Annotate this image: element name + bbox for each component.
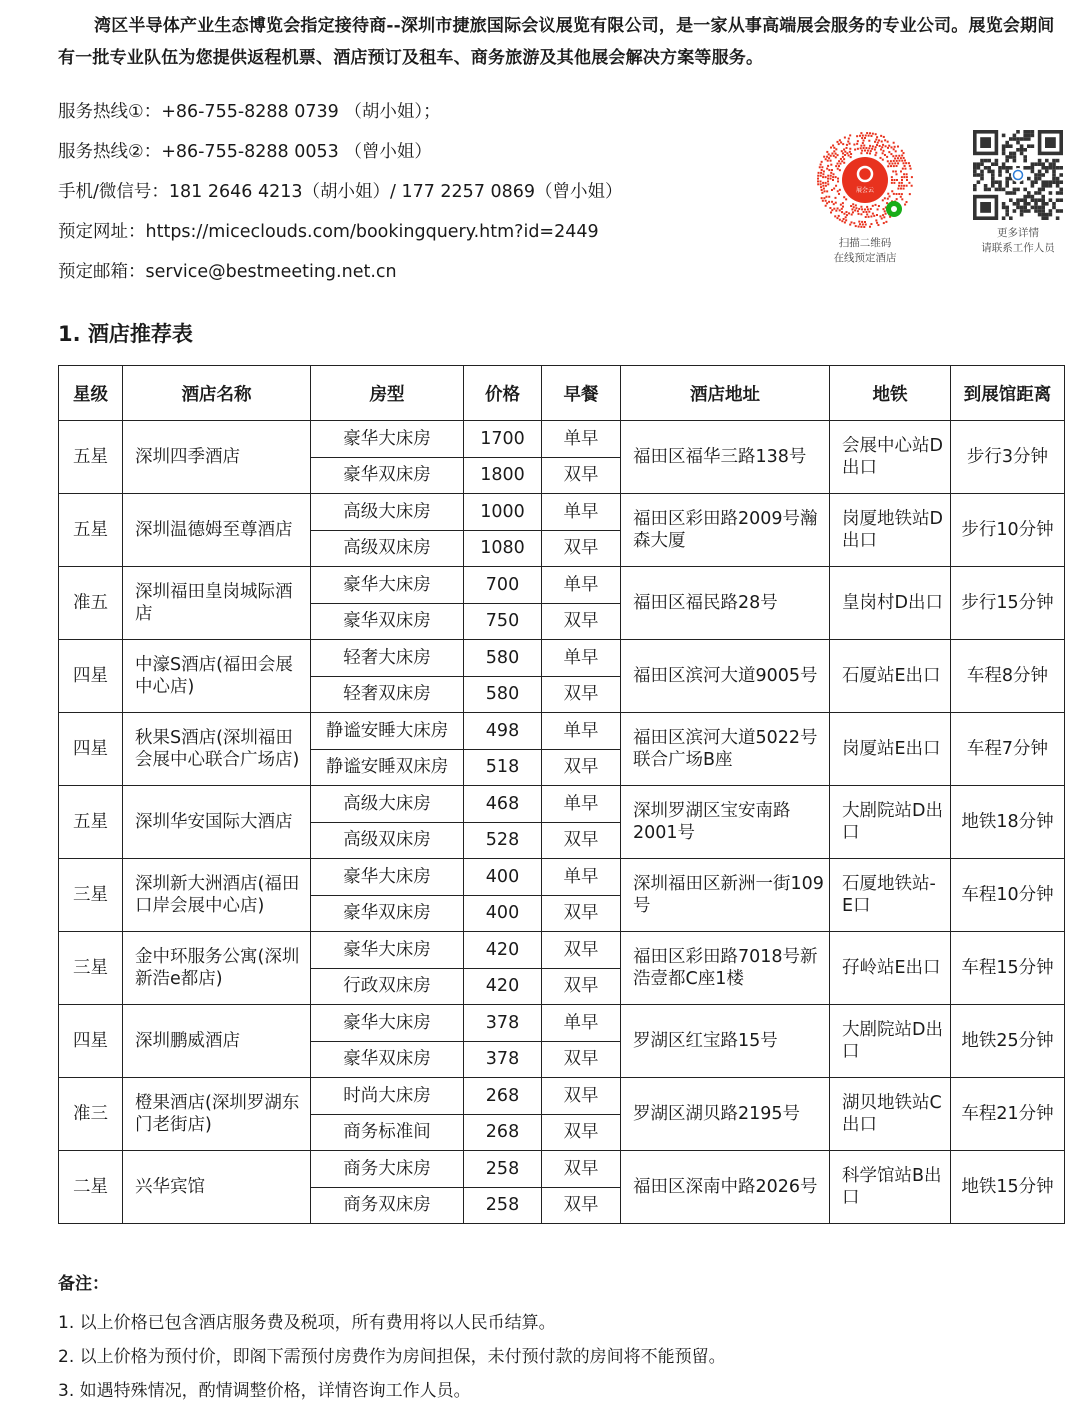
- breakfast-cell: 双早: [542, 1187, 621, 1224]
- hotel-name-cell: 深圳温德姆至尊酒店: [123, 494, 311, 567]
- distance-cell: 车程10分钟: [951, 859, 1065, 932]
- header-room-type: 房型: [311, 366, 464, 421]
- address-cell: 福田区滨河大道9005号: [621, 640, 830, 713]
- breakfast-cell: 双早: [542, 1151, 621, 1188]
- address-cell: 福田区福民路28号: [621, 567, 830, 640]
- price-cell: 400: [464, 895, 542, 932]
- address-cell: 福田区深南中路2026号: [621, 1151, 830, 1224]
- mobile-wechat: 手机/微信号：181 2646 4213（胡小姐）/ 177 2257 0869（曾小姐）: [58, 182, 623, 202]
- hotline-2: 服务热线②：+86-755-8288 0053 （曾小姐）: [58, 142, 432, 162]
- breakfast-cell: 双早: [542, 822, 621, 859]
- distance-cell: 步行15分钟: [951, 567, 1065, 640]
- distance-cell: 步行10分钟: [951, 494, 1065, 567]
- header-breakfast: 早餐: [542, 366, 621, 421]
- hotel-name-cell: 秋果S酒店(深圳福田会展中心联合广场店): [123, 713, 311, 786]
- qr-booking-caption: 扫描二维码 在线预定酒店: [833, 237, 897, 264]
- table-row: [59, 932, 1065, 969]
- breakfast-cell: 单早: [542, 859, 621, 896]
- price-cell: 258: [464, 1187, 542, 1224]
- qr-logo-text: 展会云: [855, 187, 875, 194]
- breakfast-cell: 双早: [542, 749, 621, 786]
- hotline-1: 服务热线①：+86-755-8288 0739 （胡小姐）；: [58, 102, 441, 122]
- room-type-cell: 商务标准间: [311, 1114, 464, 1151]
- distance-cell: 车程7分钟: [951, 713, 1065, 786]
- price-cell: 498: [464, 713, 542, 750]
- hotel-name-cell: 中濠S酒店(福田会展中心店): [123, 640, 311, 713]
- hotel-name-cell: 深圳新大洲酒店(福田口岸会展中心店): [123, 859, 311, 932]
- distance-cell: 车程21分钟: [951, 1078, 1065, 1151]
- address-cell: 罗湖区红宝路15号: [621, 1005, 830, 1078]
- breakfast-cell: 双早: [542, 1041, 621, 1078]
- distance-cell: 地铁25分钟: [951, 1005, 1065, 1078]
- address-cell: 深圳福田区新洲一街109号: [621, 859, 830, 932]
- star-cell: 准五: [59, 567, 123, 640]
- room-type-cell: 高级大床房: [311, 494, 464, 531]
- hotel-table: [58, 365, 1065, 1224]
- table-row: [59, 567, 1065, 604]
- room-type-cell: 行政双床房: [311, 968, 464, 1005]
- price-cell: 518: [464, 749, 542, 786]
- qr-contact-caption: 更多详情 请联系工作人员: [981, 227, 1055, 254]
- metro-cell: 孖岭站E出口: [830, 932, 951, 1005]
- room-type-cell: 豪华双床房: [311, 603, 464, 640]
- breakfast-cell: 双早: [542, 603, 621, 640]
- note-item: 1. 以上价格已包含酒店服务费及税项，所有费用将以人民币结算。: [58, 1313, 556, 1333]
- price-cell: 400: [464, 859, 542, 896]
- hotel-name-cell: 深圳鹏威酒店: [123, 1005, 311, 1078]
- breakfast-cell: 双早: [542, 932, 621, 969]
- hotel-name-cell: 金中环服务公寓(深圳新浩e都店): [123, 932, 311, 1005]
- star-cell: 四星: [59, 640, 123, 713]
- star-cell: 三星: [59, 859, 123, 932]
- room-type-cell: 豪华双床房: [311, 895, 464, 932]
- wechat-miniprogram-qr-icon: [815, 130, 915, 230]
- metro-cell: 皇岗村D出口: [830, 567, 951, 640]
- table-row: [59, 1078, 1065, 1115]
- table-row: [59, 494, 1065, 531]
- table-row: [59, 421, 1065, 458]
- table-header-row: [59, 366, 1065, 421]
- room-type-cell: 豪华大床房: [311, 567, 464, 604]
- metro-cell: 湖贝地铁站C出口: [830, 1078, 951, 1151]
- breakfast-cell: 双早: [542, 457, 621, 494]
- hotel-name-cell: 深圳华安国际大酒店: [123, 786, 311, 859]
- distance-cell: 步行3分钟: [951, 421, 1065, 494]
- price-cell: 580: [464, 676, 542, 713]
- notes-title: 备注：: [58, 1274, 109, 1294]
- distance-cell: 地铁15分钟: [951, 1151, 1065, 1224]
- room-type-cell: 豪华大床房: [311, 421, 464, 458]
- header-hotel-name: 酒店名称: [123, 366, 311, 421]
- metro-cell: 岗厦站E出口: [830, 713, 951, 786]
- metro-cell: 大剧院站D出口: [830, 786, 951, 859]
- star-cell: 五星: [59, 494, 123, 567]
- room-type-cell: 商务双床房: [311, 1187, 464, 1224]
- price-cell: 700: [464, 567, 542, 604]
- metro-cell: 科学馆站B出口: [830, 1151, 951, 1224]
- price-cell: 580: [464, 640, 542, 677]
- address-cell: 福田区福华三路138号: [621, 421, 830, 494]
- metro-cell: 石厦地铁站-E口: [830, 859, 951, 932]
- booking-email[interactable]: 预定邮箱：service@bestmeeting.net.cn: [58, 262, 397, 282]
- star-cell: 五星: [59, 786, 123, 859]
- room-type-cell: 豪华双床房: [311, 457, 464, 494]
- room-type-cell: 高级双床房: [311, 530, 464, 567]
- wechat-qr-code-icon: [973, 130, 1063, 220]
- star-cell: 四星: [59, 713, 123, 786]
- price-cell: 528: [464, 822, 542, 859]
- price-cell: 378: [464, 1041, 542, 1078]
- price-cell: 750: [464, 603, 542, 640]
- breakfast-cell: 双早: [542, 676, 621, 713]
- header-distance: 到展馆距离: [951, 366, 1065, 421]
- intro-paragraph: 湾区半导体产业生态博览会指定接待商--深圳市捷旅国际会议展览有限公司，是一家从事高端展会服务的专业公司。展览会期间有一批专业队伍为您提供返程机票、酒店预订及租车、商务旅游及其他展会解决方案等服务。: [58, 16, 1055, 68]
- breakfast-cell: 双早: [542, 1078, 621, 1115]
- price-cell: 258: [464, 1151, 542, 1188]
- breakfast-cell: 单早: [542, 567, 621, 604]
- qr-booking: [805, 130, 925, 266]
- price-cell: 420: [464, 932, 542, 969]
- star-cell: 五星: [59, 421, 123, 494]
- hotel-name-cell: 兴华宾馆: [123, 1151, 311, 1224]
- star-cell: 四星: [59, 1005, 123, 1078]
- address-cell: 福田区彩田路2009号瀚森大厦: [621, 494, 830, 567]
- notes: [58, 1270, 1058, 1408]
- breakfast-cell: 双早: [542, 968, 621, 1005]
- header-price: 价格: [464, 366, 542, 421]
- breakfast-cell: 双早: [542, 895, 621, 932]
- hotel-name-cell: 深圳福田皇岗城际酒店: [123, 567, 311, 640]
- metro-cell: 大剧院站D出口: [830, 1005, 951, 1078]
- breakfast-cell: 双早: [542, 530, 621, 567]
- metro-cell: 会展中心站D出口: [830, 421, 951, 494]
- room-type-cell: 高级双床房: [311, 822, 464, 859]
- room-type-cell: 豪华大床房: [311, 859, 464, 896]
- breakfast-cell: 单早: [542, 1005, 621, 1042]
- address-cell: 福田区滨河大道5022号联合广场B座: [621, 713, 830, 786]
- address-cell: 罗湖区湖贝路2195号: [621, 1078, 830, 1151]
- header-star: 星级: [59, 366, 123, 421]
- distance-cell: 车程8分钟: [951, 640, 1065, 713]
- metro-cell: 岗厦地铁站D出口: [830, 494, 951, 567]
- address-cell: 深圳罗湖区宝安南路2001号: [621, 786, 830, 859]
- header-address: 酒店地址: [621, 366, 830, 421]
- price-cell: 420: [464, 968, 542, 1005]
- section-title: 1. 酒店推荐表: [58, 322, 193, 346]
- room-type-cell: 高级大床房: [311, 786, 464, 823]
- note-item: 3. 如遇特殊情况，酌情调整价格，详情咨询工作人员。: [58, 1381, 471, 1401]
- table-row: [59, 640, 1065, 677]
- price-cell: 268: [464, 1114, 542, 1151]
- room-type-cell: 豪华双床房: [311, 1041, 464, 1078]
- metro-cell: 石厦站E出口: [830, 640, 951, 713]
- price-cell: 1700: [464, 421, 542, 458]
- breakfast-cell: 单早: [542, 713, 621, 750]
- address-cell: 福田区彩田路7018号新浩壹都C座1楼: [621, 932, 830, 1005]
- distance-cell: 车程15分钟: [951, 932, 1065, 1005]
- booking-url[interactable]: 预定网址：https://miceclouds.com/bookingquery.htm?id=2449: [58, 222, 599, 242]
- room-type-cell: 豪华大床房: [311, 932, 464, 969]
- star-cell: 准三: [59, 1078, 123, 1151]
- table-row: [59, 713, 1065, 750]
- breakfast-cell: 单早: [542, 640, 621, 677]
- distance-cell: 地铁18分钟: [951, 786, 1065, 859]
- room-type-cell: 轻奢双床房: [311, 676, 464, 713]
- star-cell: 三星: [59, 932, 123, 1005]
- note-item: 2. 以上价格为预付价，即阁下需预付房费作为房间担保，未付预付款的房间将不能预留。: [58, 1347, 726, 1367]
- header-metro: 地铁: [830, 366, 951, 421]
- room-type-cell: 静谧安睡大床房: [311, 713, 464, 750]
- price-cell: 378: [464, 1005, 542, 1042]
- room-type-cell: 时尚大床房: [311, 1078, 464, 1115]
- price-cell: 268: [464, 1078, 542, 1115]
- table-row: [59, 1151, 1065, 1188]
- hotel-table-body: [59, 421, 1065, 1224]
- room-type-cell: 静谧安睡双床房: [311, 749, 464, 786]
- room-type-cell: 豪华大床房: [311, 1005, 464, 1042]
- room-type-cell: 轻奢大床房: [311, 640, 464, 677]
- hotel-name-cell: 橙果酒店(深圳罗湖东门老街店): [123, 1078, 311, 1151]
- breakfast-cell: 单早: [542, 494, 621, 531]
- breakfast-cell: 单早: [542, 421, 621, 458]
- table-row: [59, 1005, 1065, 1042]
- price-cell: 468: [464, 786, 542, 823]
- table-row: [59, 786, 1065, 823]
- price-cell: 1800: [464, 457, 542, 494]
- breakfast-cell: 双早: [542, 1114, 621, 1151]
- table-row: [59, 859, 1065, 896]
- price-cell: 1080: [464, 530, 542, 567]
- breakfast-cell: 单早: [542, 786, 621, 823]
- qr-contact: [958, 130, 1078, 256]
- room-type-cell: 商务大床房: [311, 1151, 464, 1188]
- contact-info: [58, 96, 798, 296]
- price-cell: 1000: [464, 494, 542, 531]
- hotel-name-cell: 深圳四季酒店: [123, 421, 311, 494]
- star-cell: 二星: [59, 1151, 123, 1224]
